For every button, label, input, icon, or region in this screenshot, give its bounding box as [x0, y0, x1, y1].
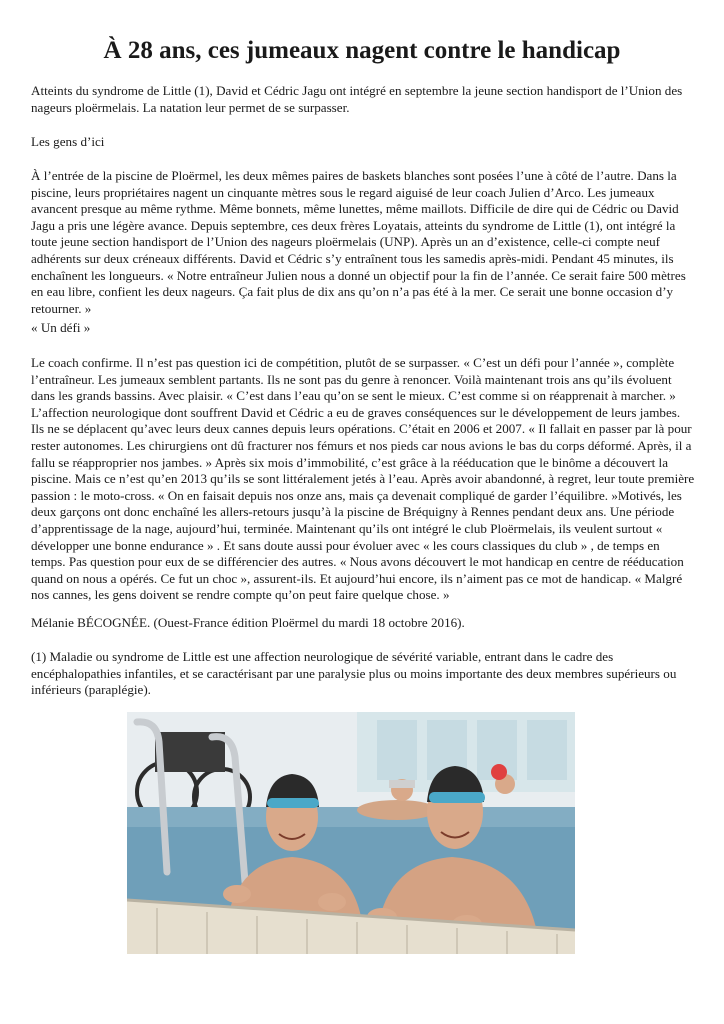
window-pane [377, 720, 417, 780]
article-signature: Mélanie BÉCOGNÉE. (Ouest-France édition Ploërmel du mardi 18 octobre 2016). [31, 615, 465, 630]
window-pane [527, 720, 567, 780]
section-heading-gens-dici: Les gens d’ici [31, 134, 105, 149]
section-paragraph-1: À l’entrée de la piscine de Ploërmel, les deux mêmes paires de baskets blanches sont posées l’une à côté de l’autre. Dans la piscine, leurs propriétaires nagent un cinquante mètres sous le regard aiguisé de leur coach Julien d’Arco. Les jumeaux avancent presque au même rythme. Même bonnets, même lunettes, même maillots. Difficile de dire qui de Cédric ou David Jagu a pris une légère avance. Depuis septembre, ces deux frères Loyatais, atteints du syndrome de Little (1), ont intégré la toute jeune section handisport de l’Union des nageurs ploërmelais (UNP). Après un an d’existence, celle-ci compte neuf adhérents sur deux créneaux différents. David et Cédric s’y entraînent tous les samedis après-midi. Pendant 45 minutes, ils enchaînent les longueurs. « Notre entraîneur Julien nous a donné un objectif pour la fin de l’année. Ce serait faire 500 mètres en eau libre, confient les deux nageurs. Ça fait plus de dix ans qu’on n’a pas été à la mer. Ce serait une bonne occasion d’y retourner. » [31, 168, 686, 316]
article-intro: Atteints du syndrome de Little (1), David et Cédric Jagu ont intégré en septembre la jeune section handisport de l’Union des nageurs ploërmelais. La natation leur permet de se surpasser. [31, 83, 683, 115]
article-photo [127, 712, 575, 954]
goggles-icon [267, 798, 319, 808]
article-title: À 28 ans, ces jumeaux nagent contre le handicap [103, 37, 621, 64]
goggles-icon [429, 792, 485, 803]
swimmers-photo-illustration [127, 712, 575, 954]
article-footnote: (1) Maladie ou syndrome de Little est une affection neurologique de sévérité variable, entrant dans le cadre des encéphalopathies infantiles, et se caractérisant par une paralysie plus ou moins importante des deux membres supérieurs ou inférieurs (paraplégie). [31, 649, 677, 698]
section-heading-un-defi: « Un défi » [31, 320, 91, 335]
section-paragraph-2: Le coach confirme. Il n’est pas question ici de compétition, plutôt de se surpasser. « C’est un défi pour l’année », complète l’entraîneur. Les jumeaux semblent partants. Ils ne sont pas du genre à renoncer. Voilà maintenant trois ans qu’ils évoluent dans les grands bassins. Avec plaisir. « C’est dans l’eau qu’on se sent le mieux. C’est comme si on réapprenait à marcher. » L’affection neurologique dont souffrent David et Cédric a eu de graves conséquences sur le développement de leurs jambes. Ils ne se déplacent qu’avec leurs deux cannes depuis leurs opérations. C’était en 2006 et 2007. « Il fallait en passer par là pour rester autonomes. Les chirurgiens ont dû fracturer nos fémurs et nos pieds car nous avions le bas du corps déformé. Après, il a fallu se réapproprier nos jambes. » Après six mois d’immobilité, c’est grâce à la rééducation que le binôme a découvert la piscine. Mais ce n’est qu’en 2013 qu’ils se sont littéralement jetés à l’eau. Après avoir abandonné, à regret, leur toute première passion : le moto-cross. « On en faisait depuis nos onze ans, mais ça devenait compliqué de garder l’équilibre. »Motivés, les deux garçons ont donc enchaîné les allers-retours jusqu’à la piscine de Bréquigny à Rennes pendant deux ans. Une période d’apprentissage de la nage, aujourd’hui, terminée. Maintenant qu’ils ont intégré le club Ploërmelais, ils veulent surtout « développer une bonne endurance » . Et sans doute aussi pour évoluer avec « les cours classiques du club » , de temps en temps. Pas question pour eux de se différencier des autres. « Nous avons découvert le mot handicap en centre de rééducation quand on nous a opérés. Ce fut un choc », assurent-ils. Et aujourd’hui encore, ils n’aiment pas ce mot de handicap. « Malgré nos cannes, les gens doivent se rendre compte qu’on peut faire quelque chose. » [31, 355, 695, 603]
